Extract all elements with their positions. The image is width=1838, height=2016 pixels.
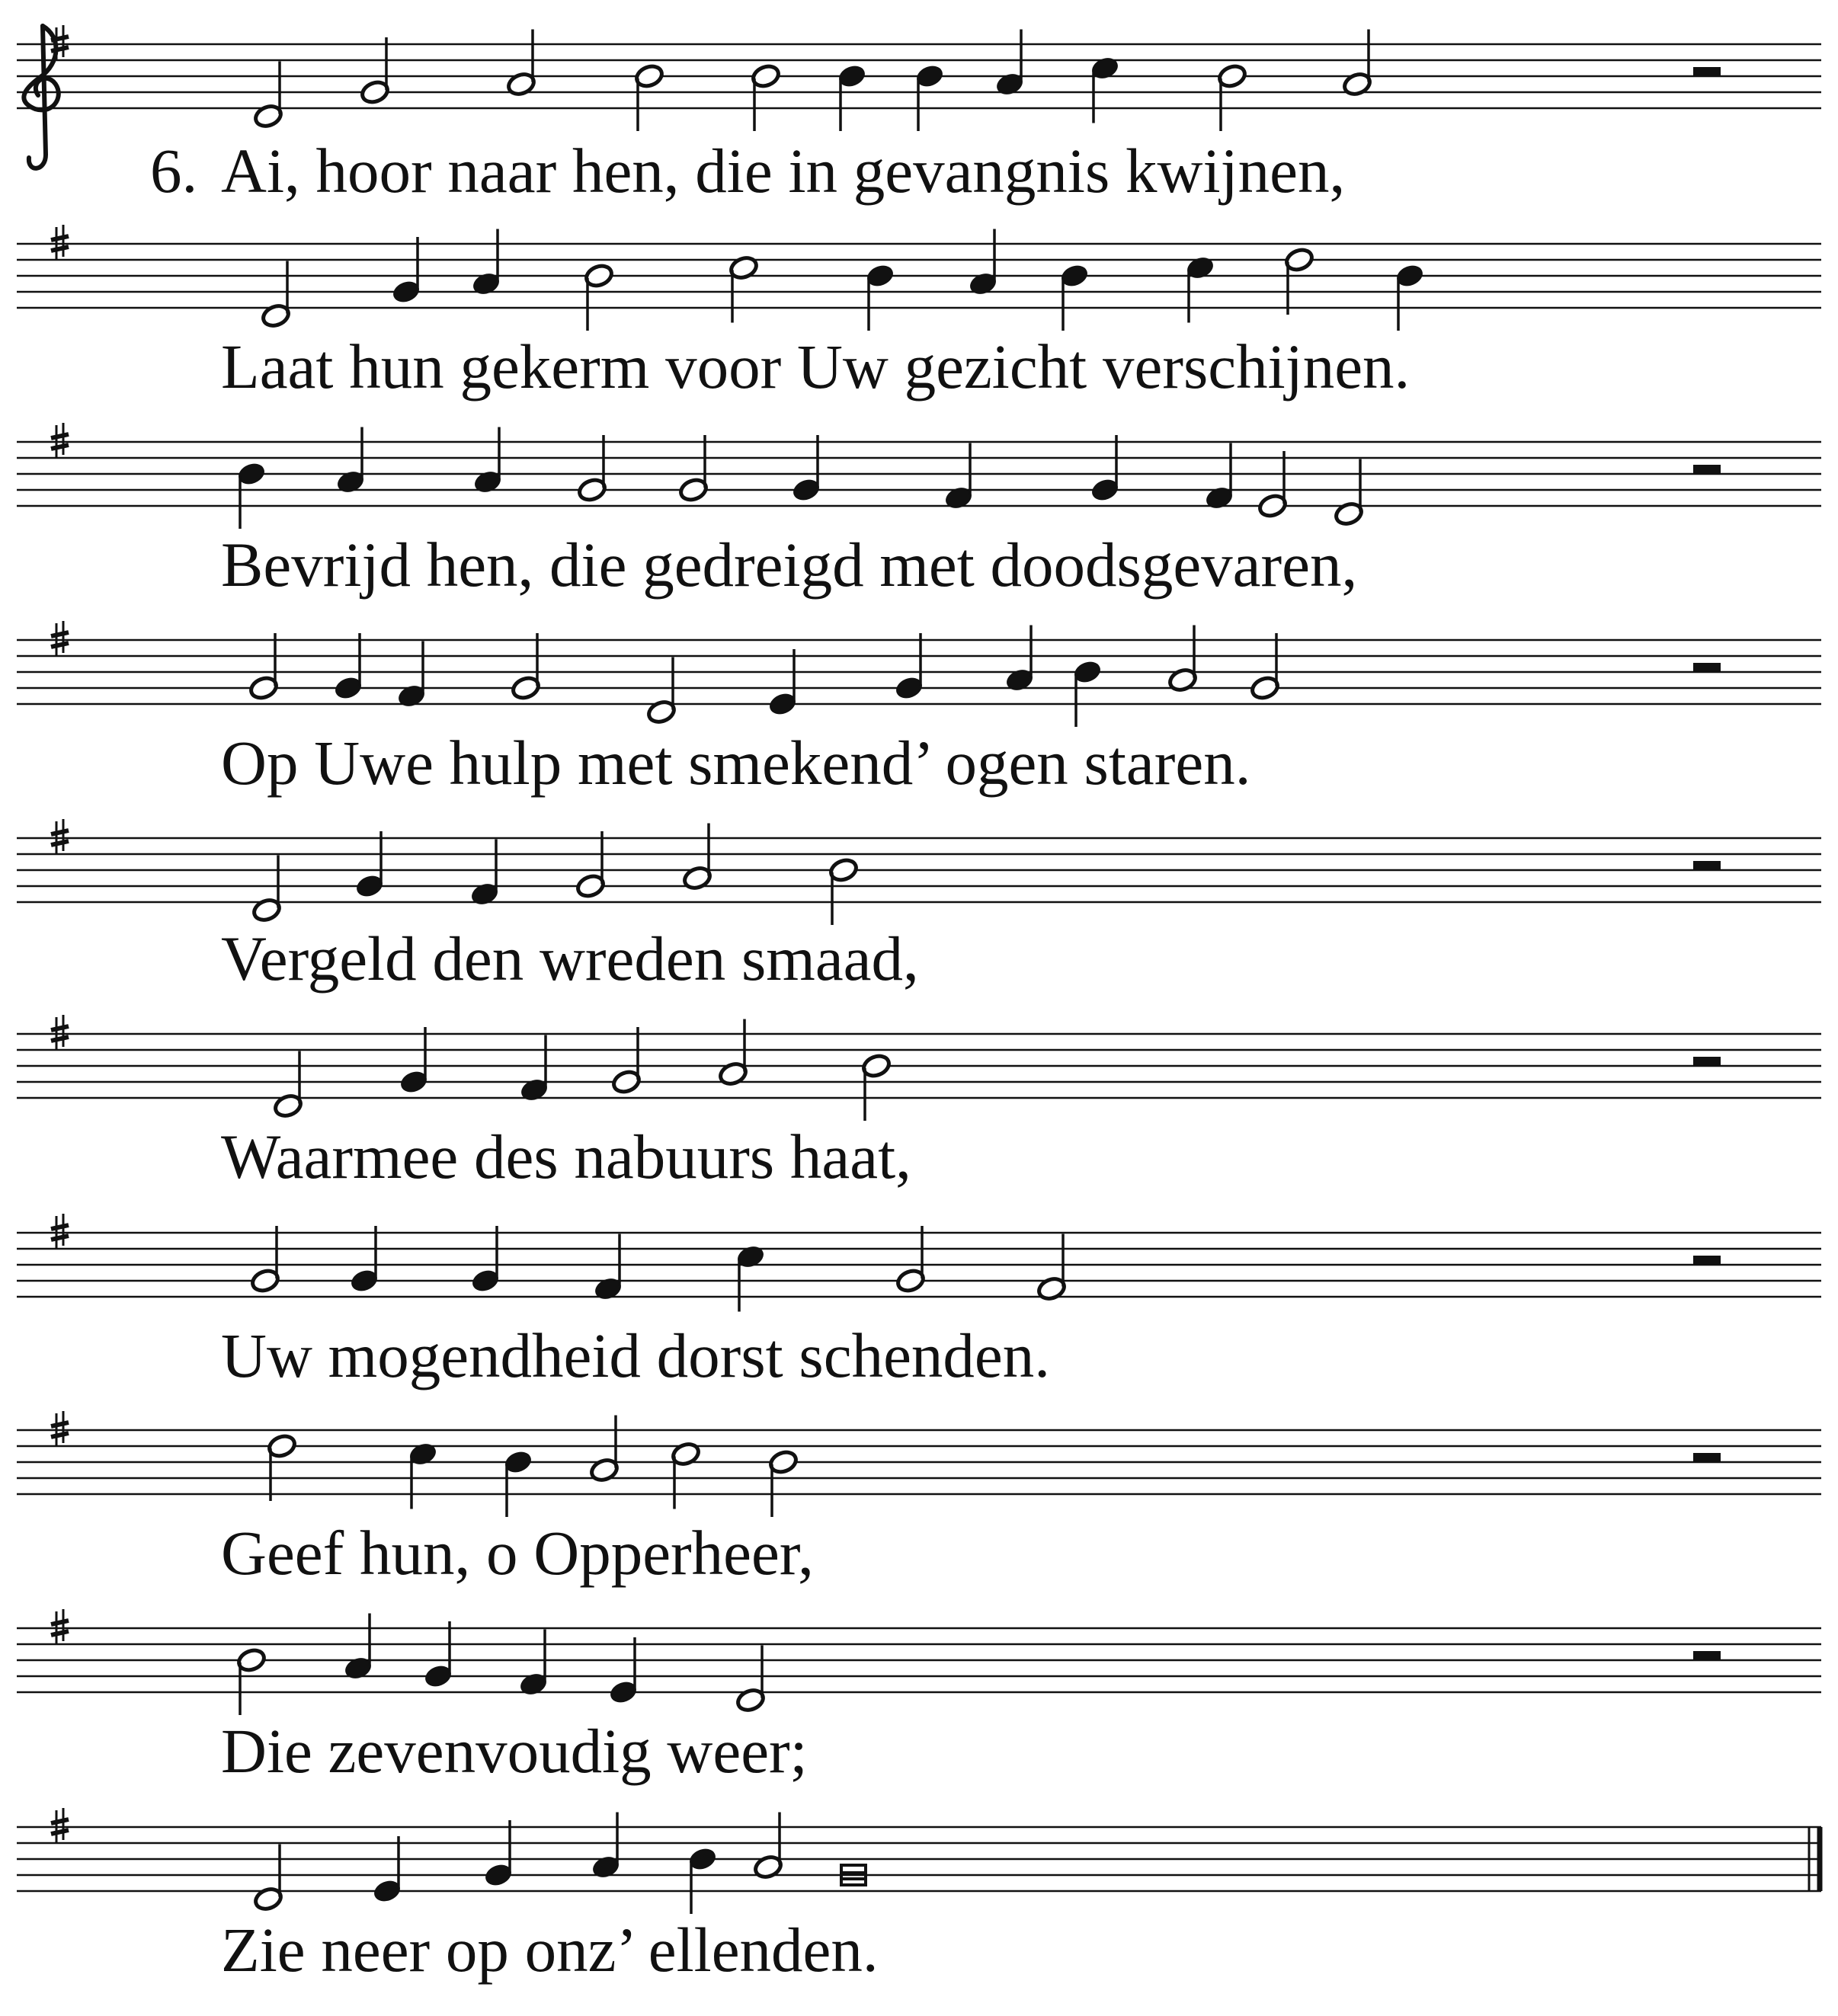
note-quarter — [1090, 435, 1121, 503]
note-quarter — [591, 1813, 622, 1880]
note-quarter — [391, 237, 422, 305]
note-quarter — [1185, 254, 1216, 322]
sharp-icon — [51, 1015, 69, 1049]
note-quarter — [914, 63, 946, 131]
note-quarter — [333, 633, 364, 701]
half-rest-icon — [1693, 465, 1721, 474]
staff-lines — [17, 838, 1821, 902]
note-quarter — [483, 1820, 514, 1888]
half-rest-icon — [1693, 1256, 1721, 1265]
staff-lines — [17, 640, 1821, 704]
note-quarter — [472, 427, 504, 495]
verse-number: 6. — [150, 136, 198, 206]
sharp-icon — [51, 1214, 69, 1248]
sharp-icon — [51, 423, 69, 457]
note-half — [768, 1449, 799, 1517]
treble-clef-icon — [24, 26, 58, 168]
sharp-icon — [51, 225, 69, 259]
note-quarter — [503, 1449, 534, 1517]
note-quarter — [865, 263, 896, 331]
note-half — [250, 1226, 281, 1294]
lyric-text: Bevrijd hen, die gedreigd met doodsgevaren, — [221, 530, 1358, 600]
half-rest-icon — [1693, 663, 1721, 672]
note-half — [1284, 247, 1315, 315]
note-quarter — [236, 461, 267, 529]
staff-lines — [17, 1827, 1821, 1891]
sharp-icon — [51, 819, 69, 853]
note-half — [678, 435, 709, 503]
note-half — [1257, 451, 1289, 519]
note-half — [634, 63, 665, 131]
staff-system — [17, 621, 1821, 727]
note-half — [682, 824, 713, 891]
note-quarter — [894, 633, 925, 701]
note-half — [861, 1053, 892, 1121]
note-half — [753, 1813, 784, 1880]
lyric-text: Waarmee des nabuurs haat, — [221, 1122, 911, 1192]
note-half — [511, 633, 542, 701]
note-half — [273, 1051, 304, 1119]
note-half — [1036, 1234, 1068, 1302]
staff-system — [17, 1015, 1821, 1121]
staff-system — [17, 819, 1821, 925]
note-quarter — [791, 435, 822, 503]
half-rest-icon — [1693, 1651, 1721, 1660]
note-quarter — [735, 1243, 767, 1311]
note-half — [611, 1027, 642, 1095]
note-half — [589, 1416, 620, 1483]
staff-system — [17, 1214, 1821, 1312]
note-half — [261, 261, 292, 329]
staff-lines — [17, 442, 1821, 506]
note-quarter — [343, 1614, 374, 1682]
note-half — [584, 263, 615, 331]
lyric-text: Laat hun gekerm voor Uw gezicht verschijnen. — [221, 331, 1411, 402]
sharp-icon — [51, 1808, 69, 1842]
note-half — [577, 435, 608, 503]
note-quarter — [470, 1226, 501, 1294]
note-quarter — [1072, 659, 1103, 727]
note-quarter — [469, 840, 501, 907]
note-quarter — [943, 443, 975, 511]
note-quarter — [1204, 443, 1235, 511]
note-half — [251, 856, 283, 923]
note-half — [751, 63, 782, 131]
note-quarter — [1004, 626, 1036, 693]
note-quarter — [994, 30, 1026, 98]
lyric-text: Ai, hoor naar hen, die in gevangnis kwijnen, — [221, 136, 1346, 206]
sharp-icon — [51, 1411, 69, 1445]
note-half — [671, 1441, 702, 1509]
lyric-text: Uw mogendheid dorst schenden. — [221, 1320, 1050, 1390]
half-rest-icon — [1693, 861, 1721, 870]
note-half — [1250, 633, 1281, 701]
staff-lines — [17, 1628, 1821, 1692]
note-half — [360, 37, 391, 105]
lyric-text: Op Uwe hulp met smekend’ ogen staren. — [221, 728, 1251, 798]
note-half — [735, 1646, 767, 1714]
half-rest-icon — [1693, 1453, 1721, 1462]
staff-lines — [17, 1034, 1821, 1098]
note-half — [253, 62, 284, 130]
note-quarter — [837, 63, 868, 131]
staff-system — [17, 225, 1821, 331]
note-quarter — [399, 1027, 430, 1095]
note-half — [1334, 459, 1365, 527]
note-half — [728, 254, 760, 322]
note-half — [1217, 63, 1248, 131]
staff-system — [17, 1808, 1821, 1914]
note-quarter — [408, 1441, 439, 1509]
note-quarter — [519, 1035, 550, 1103]
note-quarter — [1090, 55, 1121, 123]
note-quarter — [471, 229, 502, 297]
note-half — [236, 1647, 267, 1715]
note-half — [895, 1226, 927, 1294]
sharp-icon — [51, 1609, 69, 1643]
note-half — [575, 831, 607, 899]
note-quarter — [354, 831, 386, 899]
note-quarter — [593, 1234, 624, 1302]
staff-system — [17, 1609, 1821, 1715]
note-quarter — [349, 1226, 380, 1294]
note-half — [506, 30, 537, 98]
note-quarter — [372, 1836, 403, 1904]
lyric-text: Geef hun, o Opperheer, — [221, 1518, 814, 1588]
lyric-text: Zie neer op onz’ ellenden. — [221, 1915, 879, 1985]
note-quarter — [423, 1621, 454, 1689]
note-half — [718, 1019, 749, 1087]
note-quarter — [608, 1637, 639, 1705]
note-quarter — [767, 649, 799, 717]
note-quarter — [968, 229, 999, 297]
note-quarter — [1059, 263, 1090, 331]
half-rest-icon — [1693, 67, 1721, 76]
note-half — [1167, 626, 1199, 693]
note-half — [646, 658, 677, 725]
note-half — [1342, 30, 1373, 98]
note-quarter — [687, 1846, 719, 1914]
lyric-text: Vergeld den wreden smaad, — [221, 923, 919, 994]
note-half — [248, 633, 280, 701]
note-quarter — [335, 427, 367, 495]
half-rest-icon — [1693, 1057, 1721, 1066]
staff-system — [17, 1411, 1821, 1517]
lyric-text: Die zevenvoudig weer; — [221, 1716, 808, 1786]
note-half — [828, 857, 860, 925]
note-quarter — [396, 642, 427, 709]
note-half — [267, 1433, 298, 1501]
note-quarter — [518, 1630, 549, 1698]
sharp-icon — [51, 621, 69, 655]
note-half — [253, 1845, 284, 1912]
staff-system — [17, 423, 1821, 529]
note-quarter — [1395, 263, 1426, 331]
